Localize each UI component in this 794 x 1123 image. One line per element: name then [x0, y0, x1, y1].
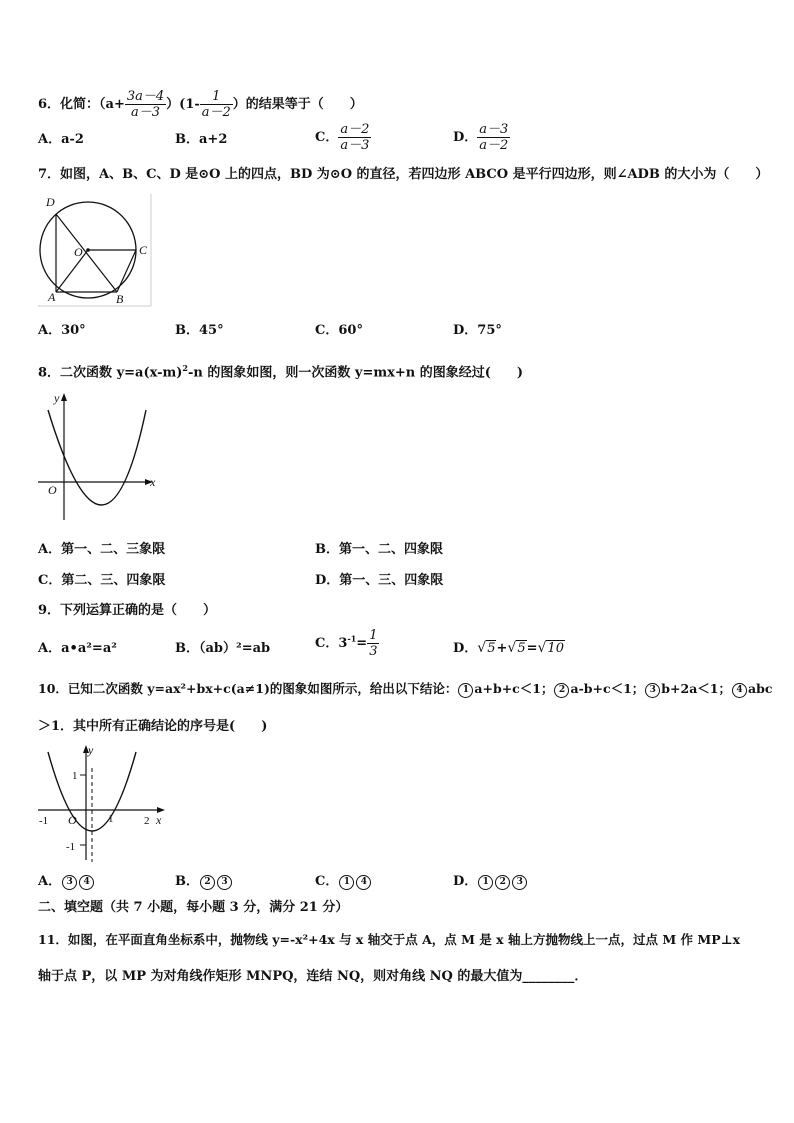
circled-number: 4: [732, 683, 747, 698]
fraction-denominator: a－2: [479, 138, 509, 153]
circled-number: 1: [478, 875, 493, 890]
label-x-2: 2: [144, 815, 150, 827]
q7-circle-figure: [36, 192, 156, 308]
q8-option-c: C．第二、三、四象限: [38, 573, 166, 588]
stem-part: 10．已知二次函数 y=ax²+bx+c(a≠1)的图象如图所示，给出以下结论：: [38, 681, 458, 696]
conclusion-text: a+b+c＜1；: [474, 681, 554, 696]
option-text: C．3: [315, 636, 348, 651]
question-9-stem: 9．下列运算正确的是（ ）: [38, 603, 217, 618]
circled-number: 2: [495, 875, 510, 890]
fraction-numerator: 3a－4: [126, 89, 165, 104]
q7-option-a: A．30°: [38, 323, 86, 338]
circled-number: 2: [200, 875, 215, 890]
segment-bc: [117, 250, 136, 292]
q6-option-b: [175, 132, 227, 148]
plus: +: [496, 641, 508, 656]
fraction-numerator: a－2: [340, 122, 370, 137]
circled-number: 4: [356, 875, 371, 890]
fraction-1: [125, 89, 166, 120]
label-x-neg1: -1: [39, 815, 49, 827]
circled-number: 1: [339, 875, 354, 890]
q6-option-c: [315, 122, 371, 153]
conclusion-text: abc: [748, 681, 773, 696]
q6-option-d: [453, 122, 510, 153]
option-text: a-2: [61, 132, 84, 147]
q8-option-b: B．第一、二、四象限: [315, 542, 443, 557]
circled-number: 2: [554, 683, 569, 698]
y-axis-arrow: [61, 393, 67, 401]
option-label: C．: [315, 874, 339, 889]
question-6-stem: [38, 89, 363, 120]
option-fraction: [477, 122, 510, 153]
label-x: x: [150, 475, 156, 489]
question-10-stem-line2: ＞1．其中所有正确结论的序号是( ): [38, 719, 268, 734]
q9-option-b: B．（ab）²=ab: [175, 641, 271, 656]
segment-ao: [56, 250, 88, 292]
label-y: y: [88, 743, 94, 757]
option-label: B．: [175, 874, 199, 889]
label-d: D: [46, 195, 55, 209]
label-origin: O: [68, 813, 77, 827]
label-y-1: 1: [72, 770, 78, 782]
option-text: a+2: [199, 132, 228, 147]
label-x: x: [156, 813, 162, 827]
question-10-stem-line1: [38, 681, 772, 698]
sqrt-icon: √: [477, 640, 487, 656]
fraction-numerator: a－3: [479, 122, 509, 137]
question-number: 6．化简：: [38, 97, 100, 112]
label-y-neg1: -1: [66, 841, 76, 853]
option-fraction: [367, 628, 379, 659]
question-11-line2: 轴于点 P，以 MP 为对角线作矩形 MNPQ，连结 NQ，则对角线 NQ 的最大值为________．: [38, 969, 588, 984]
stem-part: 8．二次函数 y=a(x-m): [38, 365, 183, 381]
paren-mid: ）(1-: [166, 97, 200, 112]
label-b: B: [116, 292, 124, 306]
option-label: B．: [175, 132, 199, 147]
option-label: D．: [453, 641, 478, 656]
q6-option-a: [38, 132, 84, 148]
paren-close: ）的结果等于（ ）: [232, 97, 363, 112]
q8-option-d: D．第一、三、四象限: [315, 573, 444, 588]
radicand: 10: [547, 641, 564, 656]
q9-option-c: [315, 628, 379, 659]
question-7-stem: 7．如图，A、B、C、D 是⊙O 上的四点，BD 为⊙O 的直径，若四边形 ABCO 是平行四边形，则∠ADB 的大小为（ ）: [38, 167, 769, 182]
q10-option-d: [453, 874, 528, 890]
fraction-denominator: a－2: [201, 105, 231, 120]
parabola-curve: [48, 410, 146, 505]
q9-option-d: [453, 640, 565, 657]
superscript: -1: [347, 633, 357, 644]
fraction-numerator: 1: [369, 628, 378, 643]
sqrt-icon: √: [537, 640, 547, 656]
circled-number: 3: [512, 875, 527, 890]
option-label: C．: [315, 130, 339, 145]
sqrt-icon: √: [507, 640, 517, 656]
equals: =: [356, 636, 368, 651]
conclusion-text: a-b+c＜1；: [570, 681, 645, 696]
fraction-denominator: 3: [369, 644, 378, 659]
fraction-denominator: a－3: [131, 105, 161, 120]
circled-number: 3: [217, 875, 232, 890]
conclusion-text: b+2a＜1；: [661, 681, 732, 696]
circled-number: 3: [62, 875, 77, 890]
fraction-numerator: 1: [200, 89, 233, 105]
q10-option-c: [315, 874, 372, 890]
q10-option-b: [175, 874, 233, 890]
circled-number: 1: [458, 683, 473, 698]
q10-option-a: [38, 874, 95, 890]
q8-option-a: A．第一、二、三象限: [38, 542, 166, 557]
q7-option-d: D．75°: [453, 323, 502, 338]
fraction-denominator: a－3: [340, 138, 370, 153]
label-a: A: [48, 290, 56, 304]
circled-number: 3: [645, 683, 660, 698]
circled-number: 4: [79, 875, 94, 890]
option-label: A．: [38, 132, 62, 147]
option-label: A．: [38, 874, 62, 889]
equals: =: [526, 641, 538, 656]
option-label: D．: [453, 874, 478, 889]
label-x-1: 1: [108, 813, 114, 825]
label-c: C: [139, 243, 148, 257]
section-2-heading: 二、填空题（共 7 小题，每小题 3 分，满分 21 分）: [38, 900, 349, 915]
fraction-2: [200, 89, 233, 120]
stem-part: -n 的图象如图，则一次函数 y=mx+n 的图象经过( ): [188, 365, 524, 381]
paren-open: （a+: [99, 97, 125, 112]
radicand: 5: [487, 641, 496, 656]
label-origin: O: [48, 483, 57, 497]
question-8-stem: [38, 360, 523, 381]
label-y: y: [54, 391, 60, 405]
q7-option-c: C．60°: [315, 323, 363, 338]
question-11-line1: 11．如图，在平面直角坐标系中，抛物线 y=-x²+4x 与 x 轴交于点 A，点 M 是 x 轴上方抛物线上一点，过点 M 作 MP⊥x: [38, 932, 741, 947]
option-label: D．: [453, 130, 478, 145]
q7-option-b: B．45°: [175, 323, 224, 338]
q9-option-a: A．a•a²=a²: [38, 641, 117, 656]
label-o: O: [74, 245, 83, 259]
radicand: 5: [517, 641, 526, 656]
center-point: [86, 248, 90, 252]
option-fraction: [338, 122, 371, 153]
q10-parabola-figure: [34, 740, 174, 866]
superscript: 2: [182, 363, 188, 373]
q8-parabola-figure: [36, 390, 166, 526]
